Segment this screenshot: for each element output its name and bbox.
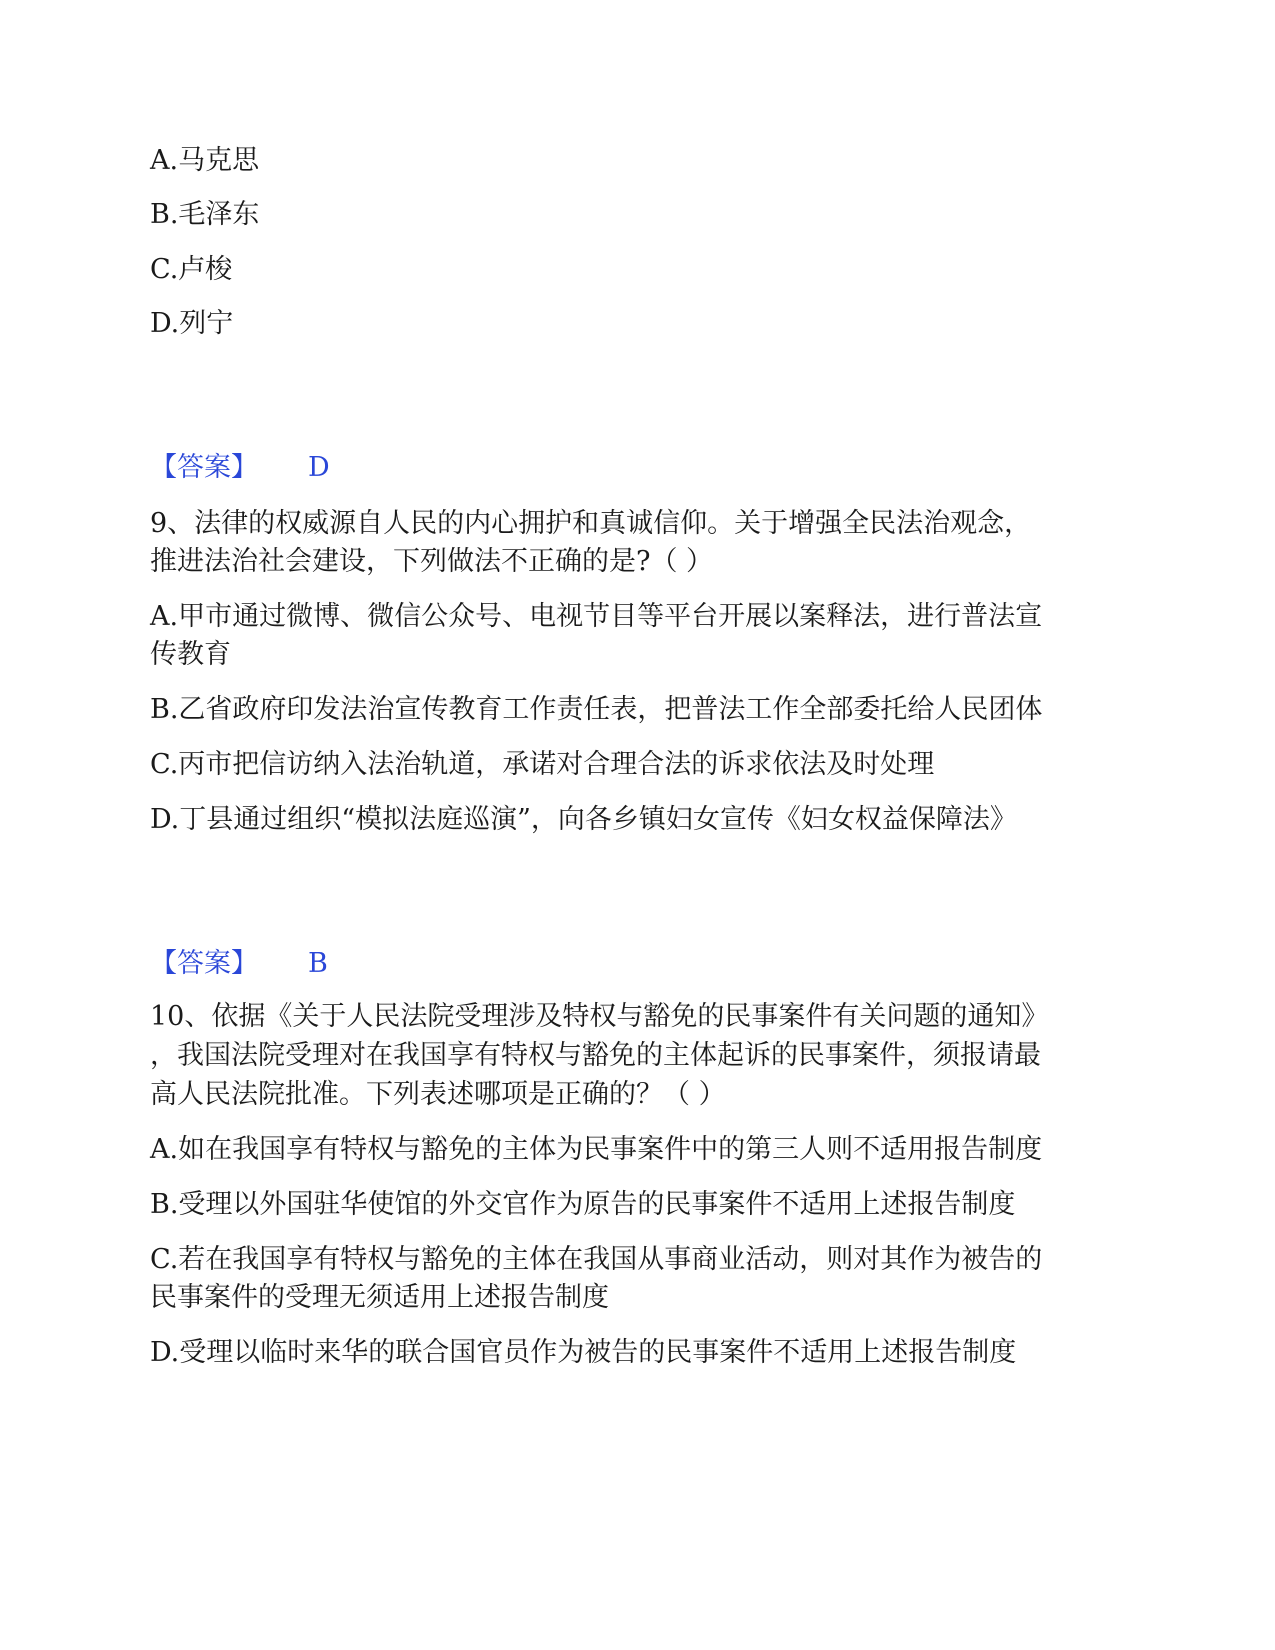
prev-option-a: A.马克思 (150, 145, 260, 176)
q9-option-a-line-2: 传教育 (150, 639, 231, 670)
prev-option-d: D.列宁 (150, 308, 234, 339)
q10-option-b: B.受理以外国驻华使馆的外交官作为原告的民事案件不适用上述报告制度 (150, 1189, 1016, 1220)
q9-stem-line-1: 9、法律的权威源自人民的内心拥护和真诚信仰。关于增强全民法治观念， (150, 508, 1032, 539)
q10-option-d: D.受理以临时来华的联合国官员作为被告的民事案件不适用上述报告制度 (150, 1337, 1017, 1368)
q10-stem-line-3: 高人民法院批准。下列表述哪项是正确的？（ ） (150, 1079, 726, 1110)
q10-stem-line-1: 10、依据《关于人民法院受理涉及特权与豁免的民事案件有关问题的通知》 (150, 1001, 1049, 1032)
answer-value: D (308, 452, 330, 483)
answer-value: B (308, 948, 328, 979)
q10-stem-line-2: ，我国法院受理对在我国享有特权与豁免的主体起诉的民事案件，须报请最 (150, 1040, 1041, 1071)
answer-label: 【答案】 (150, 948, 258, 979)
q10-option-c-line-1: C.若在我国享有特权与豁免的主体在我国从事商业活动，则对其作为被告的 (150, 1244, 1043, 1275)
prev-option-c: C.卢梭 (150, 254, 233, 285)
q9-option-a-line-1: A.甲市通过微博、微信公众号、电视节目等平台开展以案释法，进行普法宣 (150, 601, 1043, 632)
q10-option-c-line-2: 民事案件的受理无须适用上述报告制度 (150, 1282, 609, 1313)
q9-option-c: C.丙市把信访纳入法治轨道，承诺对合理合法的诉求依法及时处理 (150, 749, 935, 780)
prev-option-b: B.毛泽东 (150, 199, 260, 230)
q9-option-b: B.乙省政府印发法治宣传教育工作责任表，把普法工作全部委托给人民团体 (150, 694, 1043, 725)
q9-stem-line-2: 推进法治社会建设，下列做法不正确的是?（ ） (150, 546, 714, 577)
q9-answer (150, 945, 328, 983)
q9-option-d: D.丁县通过组织“模拟法庭巡演”，向各乡镇妇女宣传《妇女权益保障法》 (150, 804, 1017, 835)
q10-option-a: A.如在我国享有特权与豁免的主体为民事案件中的第三人则不适用报告制度 (150, 1134, 1043, 1165)
prev-answer (150, 449, 330, 487)
answer-label: 【答案】 (150, 452, 258, 483)
